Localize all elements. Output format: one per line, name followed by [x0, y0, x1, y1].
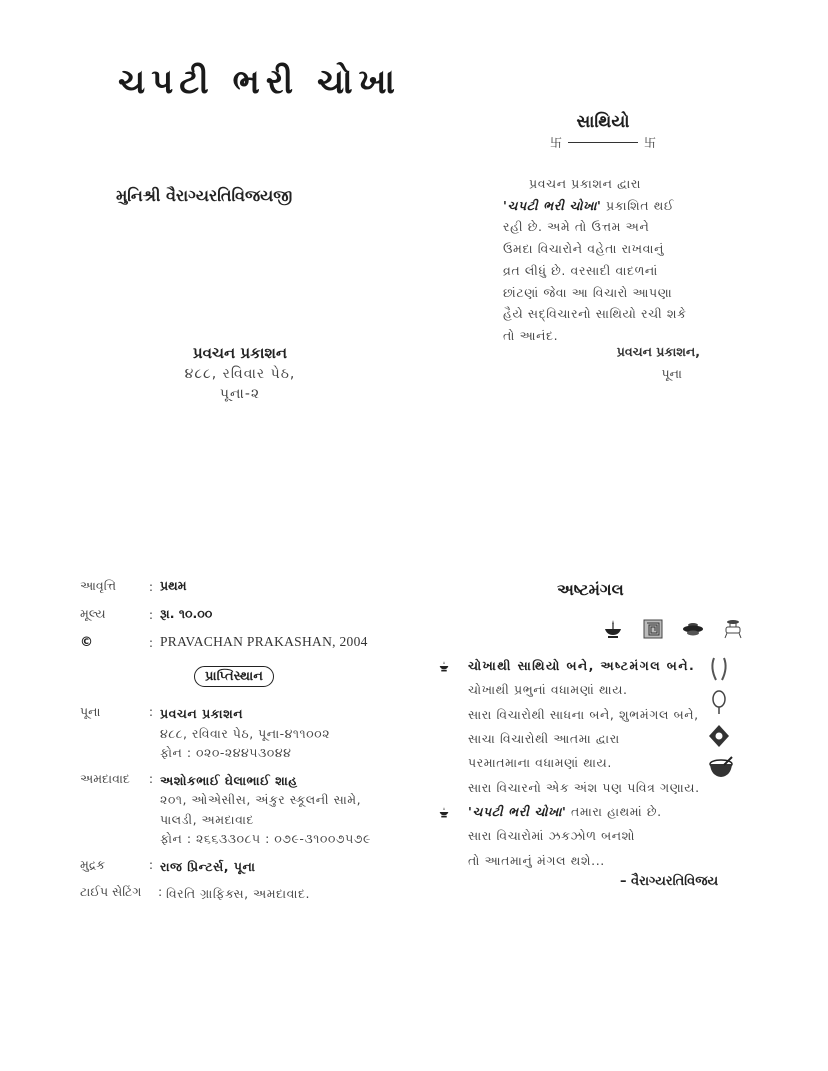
printer — [80, 857, 440, 877]
distributor-ahmedabad — [80, 771, 440, 849]
divider — [568, 142, 638, 143]
typesetting-name: વિરતિ ગ્રાફિક્સ, અમદાવાદ. — [166, 886, 310, 901]
printer-label: મુદ્રક — [80, 856, 106, 872]
body-line: તો આનંદ. — [503, 327, 559, 343]
distributor-name: અશોકભાઈ ઘેલાભાઈ શાહ — [160, 772, 298, 788]
signature-org: પ્રવચન પ્રકાશન, — [616, 344, 700, 359]
distributor-pune — [80, 704, 440, 763]
distributor-city: પૂના — [80, 704, 101, 719]
distributor-phone: ફોન : ૨૬૬૩૩૦૮૫ : ૦૭૯-૩૧૦૦૭૫૭૯ — [160, 831, 371, 846]
distributor-name: પ્રવચન પ્રકાશન — [160, 706, 244, 721]
poem-line: સાચા વિચારોથી આતમા દ્વારા — [468, 731, 620, 747]
book-quote: 'ચપટી ભરી ચોખા' — [503, 197, 602, 213]
meta-key: મૂલ્ય — [80, 606, 106, 621]
distributor-phone: ફોન : ૦૨૦-૨૪૪૫૩૦૪૪ — [160, 745, 292, 760]
typesetting — [80, 884, 440, 904]
distributor-address: ૨૦૧, ઓએસીસ, અંકુર સ્કૂલની સામે, — [160, 792, 362, 807]
publisher-address-line2: પૂના-૨ — [219, 386, 261, 402]
poem-line: સારા વિચારોમાં ઝકઝોળ બનશો — [468, 828, 636, 844]
distributor-city: અમદાવાદ — [80, 770, 130, 786]
meta-value: રૂા. ૧૦.૦૦ — [160, 606, 213, 621]
typesetting-colon: : — [158, 884, 163, 899]
body-line: પ્રકાશિત થઈ — [606, 197, 675, 213]
poem-line: સારા વિચારોથી સાધના બને, શુભમંગલ બને, — [468, 706, 699, 722]
meta-key: આવૃત્તિ — [80, 578, 117, 593]
signature-city: પૂના — [661, 366, 682, 381]
availability-badge: પ્રાપ્તિસ્થાન — [194, 666, 274, 687]
sathiyo-ornament-rule — [503, 134, 703, 151]
typesetting-label: ટાઈપ સેટિંગ — [80, 884, 142, 899]
distributor-colon: : — [148, 704, 154, 719]
sathiyo-signature — [560, 344, 700, 382]
meta-colon: : — [148, 634, 154, 650]
lamp-bullet-icon — [438, 660, 450, 672]
printer-colon: : — [148, 856, 154, 872]
swastika-icon: 卐 — [644, 136, 657, 150]
distributor-address: ૪૮૮, રવિવાર પેઠ, પૂના-૪૧૧૦૦૨ — [160, 725, 331, 741]
meta-colon: : — [148, 606, 154, 622]
poem-line: ચોખાથી સાથિયો બને, અષ્ટમંગલ બને. — [438, 654, 738, 678]
body-line: રહી છે. અમે તો ઉત્તમ અને — [503, 219, 650, 235]
nandavarta-icon — [642, 618, 664, 640]
meta-colon: : — [148, 578, 154, 594]
book-title: ચપટી ભરી ચોખા — [118, 62, 401, 102]
ashtamangal-top-icons — [602, 618, 744, 640]
sathiyo-body — [503, 173, 711, 347]
printer-name: રાજ પ્રિન્ટર્સ, પૂના — [160, 858, 256, 874]
publisher-address-line1: ૪૮૮, રવિવાર પેઠ, — [184, 366, 296, 382]
swastika-icon: 卐 — [549, 136, 562, 150]
poem-line: 'ચપટી ભરી ચોખા' તમારા હાથમાં છે. — [438, 800, 738, 824]
poem-line: તો આતમાનું મંગલ થશે... — [468, 852, 605, 868]
lamp-bullet-icon — [438, 806, 450, 818]
body-line: હૈયે સદ્‌વિચારનો સાથિયો રચી શકે — [503, 306, 687, 322]
edition-metadata — [80, 572, 420, 656]
ashtamangal-poem — [438, 654, 738, 873]
publisher-name: પ્રવચન પ્રકાશન — [192, 344, 288, 362]
lamp-icon — [602, 618, 624, 640]
poem-line: ચોખાથી પ્રભુનાં વધામણાં થાય. — [468, 682, 628, 698]
distributor-colon: : — [148, 770, 154, 786]
ashtamangal-title: અષ્ટમંગલ — [557, 580, 624, 599]
vase-icon — [682, 618, 704, 640]
poem-line: પરમાતમાના વધામણાં થાય. — [468, 755, 612, 771]
poem-line: સારા વિચારનો એક અંશ પણ પવિત્ર ગણાય. — [468, 779, 700, 795]
body-line: વ્રત લીધું છે. વરસાદી વાદળનાં — [503, 262, 658, 278]
meta-row-price — [80, 600, 420, 628]
distributors-list — [80, 704, 440, 912]
copyright-icon: © — [80, 634, 93, 650]
throne-icon — [722, 618, 744, 640]
book-quote: 'ચપટી ભરી ચોખા' — [468, 803, 567, 819]
author-name: મુનિશ્રી વૈરાગ્યરતિવિજયજી — [116, 186, 293, 205]
body-line: પ્રવચન પ્રકાશન દ્વારા — [529, 176, 642, 191]
meta-value: PRAVACHAN PRAKASHAN, 2004 — [160, 634, 368, 649]
distributor-address: પાલડી, અમદાવાદ — [160, 811, 254, 827]
poem-signature: – વૈરાગ્યરતિવિજય — [620, 874, 719, 889]
sathiyo-header — [503, 112, 703, 151]
body-line: છાંટણાં જેવા આ વિચારો આપણા — [503, 284, 673, 300]
sathiyo-title: સાથિયો — [576, 112, 630, 132]
meta-row-copyright — [80, 628, 420, 656]
publisher-block — [150, 344, 330, 402]
meta-value: પ્રથમ — [160, 578, 187, 593]
body-line: ઉમદા વિચારોને વહેતા રાખવાનું — [503, 241, 665, 257]
meta-row-edition — [80, 572, 420, 600]
